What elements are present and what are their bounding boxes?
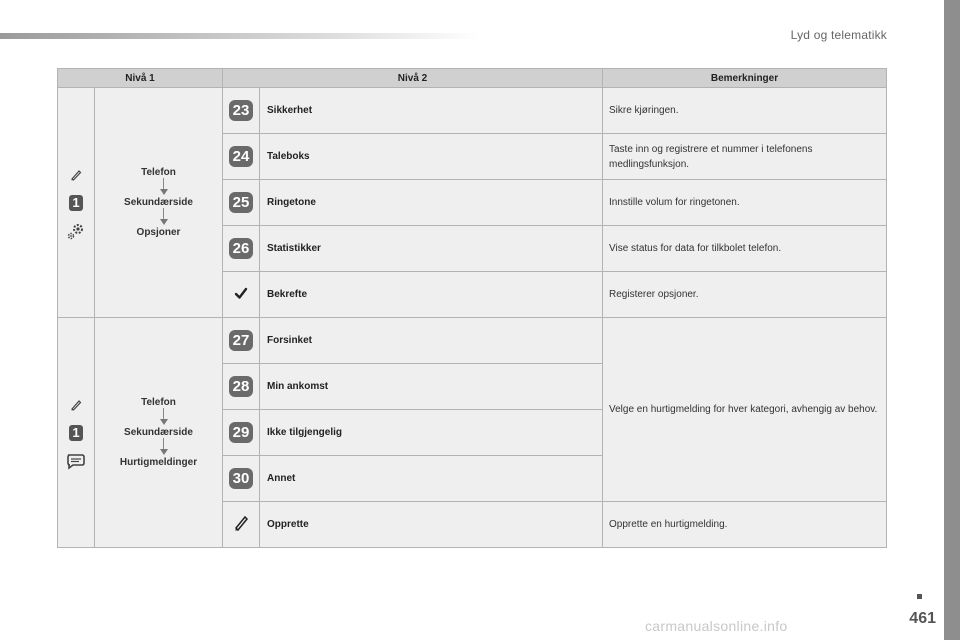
checkmark-icon <box>234 286 248 300</box>
page-marker <box>917 594 922 599</box>
table-row <box>58 318 887 364</box>
option-label: Forsinket <box>260 318 603 364</box>
level-badge: 1 <box>69 195 83 211</box>
number-badge: 28 <box>229 376 253 397</box>
path-step: Sekundærside <box>124 197 193 208</box>
option-label: Annet <box>260 456 603 502</box>
table-row <box>58 88 887 134</box>
option-label: Bekrefte <box>260 272 603 318</box>
section-title: Lyd og telematikk <box>790 28 887 42</box>
path-step: Hurtigmeldinger <box>119 457 198 468</box>
option-note: Registerer opsjoner. <box>603 272 887 318</box>
pencil-icon <box>232 514 250 532</box>
level-badge: 1 <box>69 425 83 441</box>
number-badge: 23 <box>229 100 253 121</box>
path-step: Telefon <box>141 167 176 178</box>
option-label: Ringetone <box>260 180 603 226</box>
option-note: Vise status for data for tilkbolet telefon. <box>603 226 887 272</box>
number-badge: 30 <box>229 468 253 489</box>
page-number: 461 <box>909 610 936 627</box>
group1-icons <box>58 88 95 318</box>
header-remarks: Bemerkninger <box>603 69 887 88</box>
path-step: Opsjoner <box>136 227 181 238</box>
number-badge: 27 <box>229 330 253 351</box>
number-badge: 29 <box>229 422 253 443</box>
option-label: Sikkerhet <box>260 88 603 134</box>
option-note: Innstille volum for ringetonen. <box>603 180 887 226</box>
table-header-row <box>58 69 887 88</box>
option-label: Opprette <box>260 502 603 548</box>
option-label: Taleboks <box>260 134 603 180</box>
path-arrow <box>105 178 222 197</box>
pencil-icon <box>64 393 88 417</box>
path-step: Sekundærside <box>124 427 193 438</box>
group2-path <box>95 318 223 548</box>
path-arrow <box>105 208 222 227</box>
path-step: Telefon <box>141 397 176 408</box>
pencil-icon <box>64 163 88 187</box>
option-note: Taste inn og registrere et nummer i telefonens medlingsfunksjon. <box>603 134 887 180</box>
menu-table <box>57 68 887 548</box>
option-note: Sikre kjøringen. <box>603 88 887 134</box>
number-badge: 24 <box>229 146 253 167</box>
watermark: carmanualsonline.info <box>645 618 788 634</box>
page-edge-strip <box>944 0 960 640</box>
settings-gear-icon <box>64 219 88 243</box>
speech-bubble-icon <box>64 449 88 473</box>
path-arrow <box>105 438 222 457</box>
header-level2: Nivå 2 <box>223 69 603 88</box>
option-label: Statistikker <box>260 226 603 272</box>
header-decorative-bar <box>0 33 480 39</box>
group2-icons <box>58 318 95 548</box>
option-note: Opprette en hurtigmelding. <box>603 502 887 548</box>
number-badge: 25 <box>229 192 253 213</box>
number-badge: 26 <box>229 238 253 259</box>
path-arrow <box>105 408 222 427</box>
option-label: Min ankomst <box>260 364 603 410</box>
header-level1: Nivå 1 <box>58 69 223 88</box>
option-note-shared: Velge en hurtigmelding for hver kategori, avhengig av behov. <box>603 318 887 502</box>
option-label: Ikke tilgjengelig <box>260 410 603 456</box>
group1-path <box>95 88 223 318</box>
